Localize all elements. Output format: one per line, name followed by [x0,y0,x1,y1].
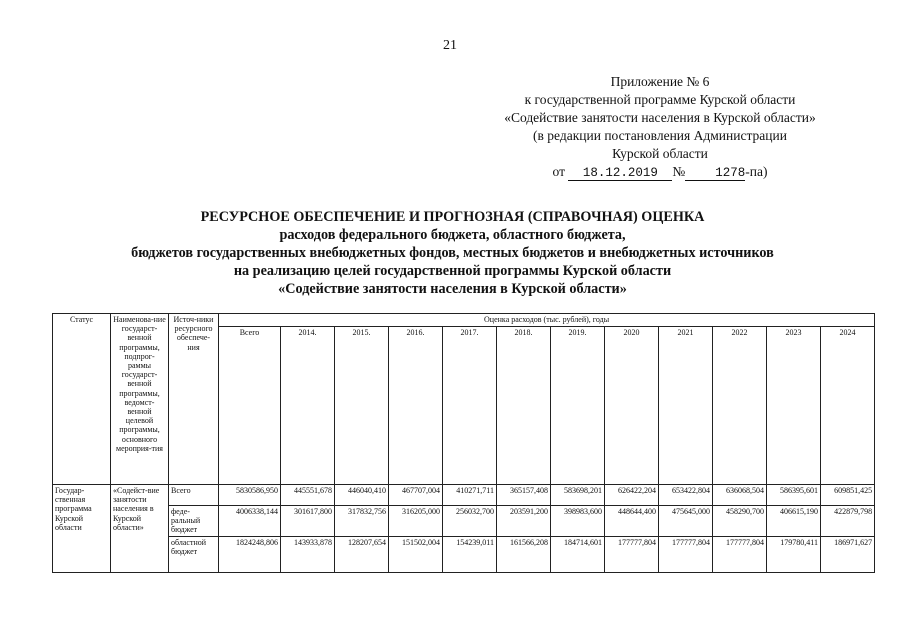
value-cell: 458290,700 [713,506,767,537]
number-label: № [672,164,686,179]
document-title [40,208,865,298]
page-number: 21 [443,38,457,53]
title-line: расходов федерального бюджета, областного бюджета, [279,227,626,243]
appendix-line: «Содействие занятости населения в Курской области» [504,110,816,125]
value-cell: 177777,804 [605,537,659,573]
value-cell: 128207,654 [335,537,389,573]
value-cell: 179780,411 [767,537,821,573]
value-cell: 406615,190 [767,506,821,537]
value-cell: 4006338,144 [219,506,281,537]
value-cell: 256032,700 [443,506,497,537]
value-cell: 422879,798 [821,506,875,537]
header-year: 2023 [767,327,821,485]
value-cell: 583698,201 [551,485,605,506]
source-cell: феде-ральный бюджет [169,506,219,537]
value-cell: 636068,504 [713,485,767,506]
value-cell: 177777,804 [713,537,767,573]
value-cell: 143933,878 [281,537,335,573]
value-cell: 586395,601 [767,485,821,506]
value-cell: 445551,678 [281,485,335,506]
title-line: РЕСУРСНОЕ ОБЕСПЕЧЕНИЕ И ПРОГНОЗНАЯ (СПРАВОЧНАЯ) ОЦЕНКА [200,209,705,225]
value-cell: 186971,627 [821,537,875,573]
value-cell: 365157,408 [497,485,551,506]
header-year: 2021 [659,327,713,485]
value-cell: 1824248,806 [219,537,281,573]
decree-date: 18.12.2019 [568,166,672,181]
status-cell: Государ-ственная программа Курской области [53,485,111,573]
header-row-group [53,314,875,327]
header-expense-group: Оценка расходов (тыс. рублей), годы [219,314,875,327]
table-row [53,506,875,537]
header-name: Наименова-ние государст-венной программы, подпрог-раммы государст-венной программы, ведомст-венной целевой программы, основного мероприя-тия [111,314,169,485]
value-cell: 467707,004 [389,485,443,506]
value-cell: 154239,011 [443,537,497,573]
header-year: 2019. [551,327,605,485]
appendix-block [440,73,880,181]
appendix-line: к государственной программе Курской области [524,92,796,107]
title-line: на реализацию целей государственной программы Курской области [233,263,672,279]
value-cell: 398983,600 [551,506,605,537]
header-year: 2014. [281,327,335,485]
header-status: Статус [53,314,111,485]
value-cell: 301617,800 [281,506,335,537]
value-cell: 609851,425 [821,485,875,506]
appendix-date-line [440,163,880,181]
header-year: Всего [219,327,281,485]
value-cell: 446040,410 [335,485,389,506]
from-label: от [552,164,565,179]
value-cell: 177777,804 [659,537,713,573]
value-cell: 317832,756 [335,506,389,537]
table-row [53,485,875,506]
header-year: 2018. [497,327,551,485]
value-cell: 626422,204 [605,485,659,506]
value-cell: 410271,711 [443,485,497,506]
title-line: бюджетов государственных внебюджетных фондов, местных бюджетов и внебюджетных источников [131,245,774,261]
source-cell: Всего [169,485,219,506]
header-year: 2022 [713,327,767,485]
decree-number: 1278 [685,166,745,181]
header-source: Источ-ники ресурсного обеспече-ния [169,314,219,485]
appendix-line: Курской области [612,146,708,161]
value-cell: 448644,400 [605,506,659,537]
value-cell: 5830586,950 [219,485,281,506]
value-cell: 161566,208 [497,537,551,573]
appendix-line: Приложение № 6 [610,74,710,89]
resource-table [52,313,875,573]
header-year: 2017. [443,327,497,485]
appendix-line: (в редакции постановления Администрации [533,128,787,143]
header-year: 2020 [605,327,659,485]
header-year: 2024 [821,327,875,485]
source-cell: областной бюджет [169,537,219,573]
value-cell: 475645,000 [659,506,713,537]
value-cell: 151502,004 [389,537,443,573]
header-year: 2016. [389,327,443,485]
value-cell: 184714,601 [551,537,605,573]
table-row [53,537,875,573]
title-line: «Содействие занятости населения в Курской области» [278,281,627,297]
program-name-cell: «Содейст-вие занятости населения в Курской области» [111,485,169,573]
value-cell: 653422,804 [659,485,713,506]
header-year: 2015. [335,327,389,485]
number-suffix: -па) [745,164,768,179]
value-cell: 203591,200 [497,506,551,537]
value-cell: 316205,000 [389,506,443,537]
